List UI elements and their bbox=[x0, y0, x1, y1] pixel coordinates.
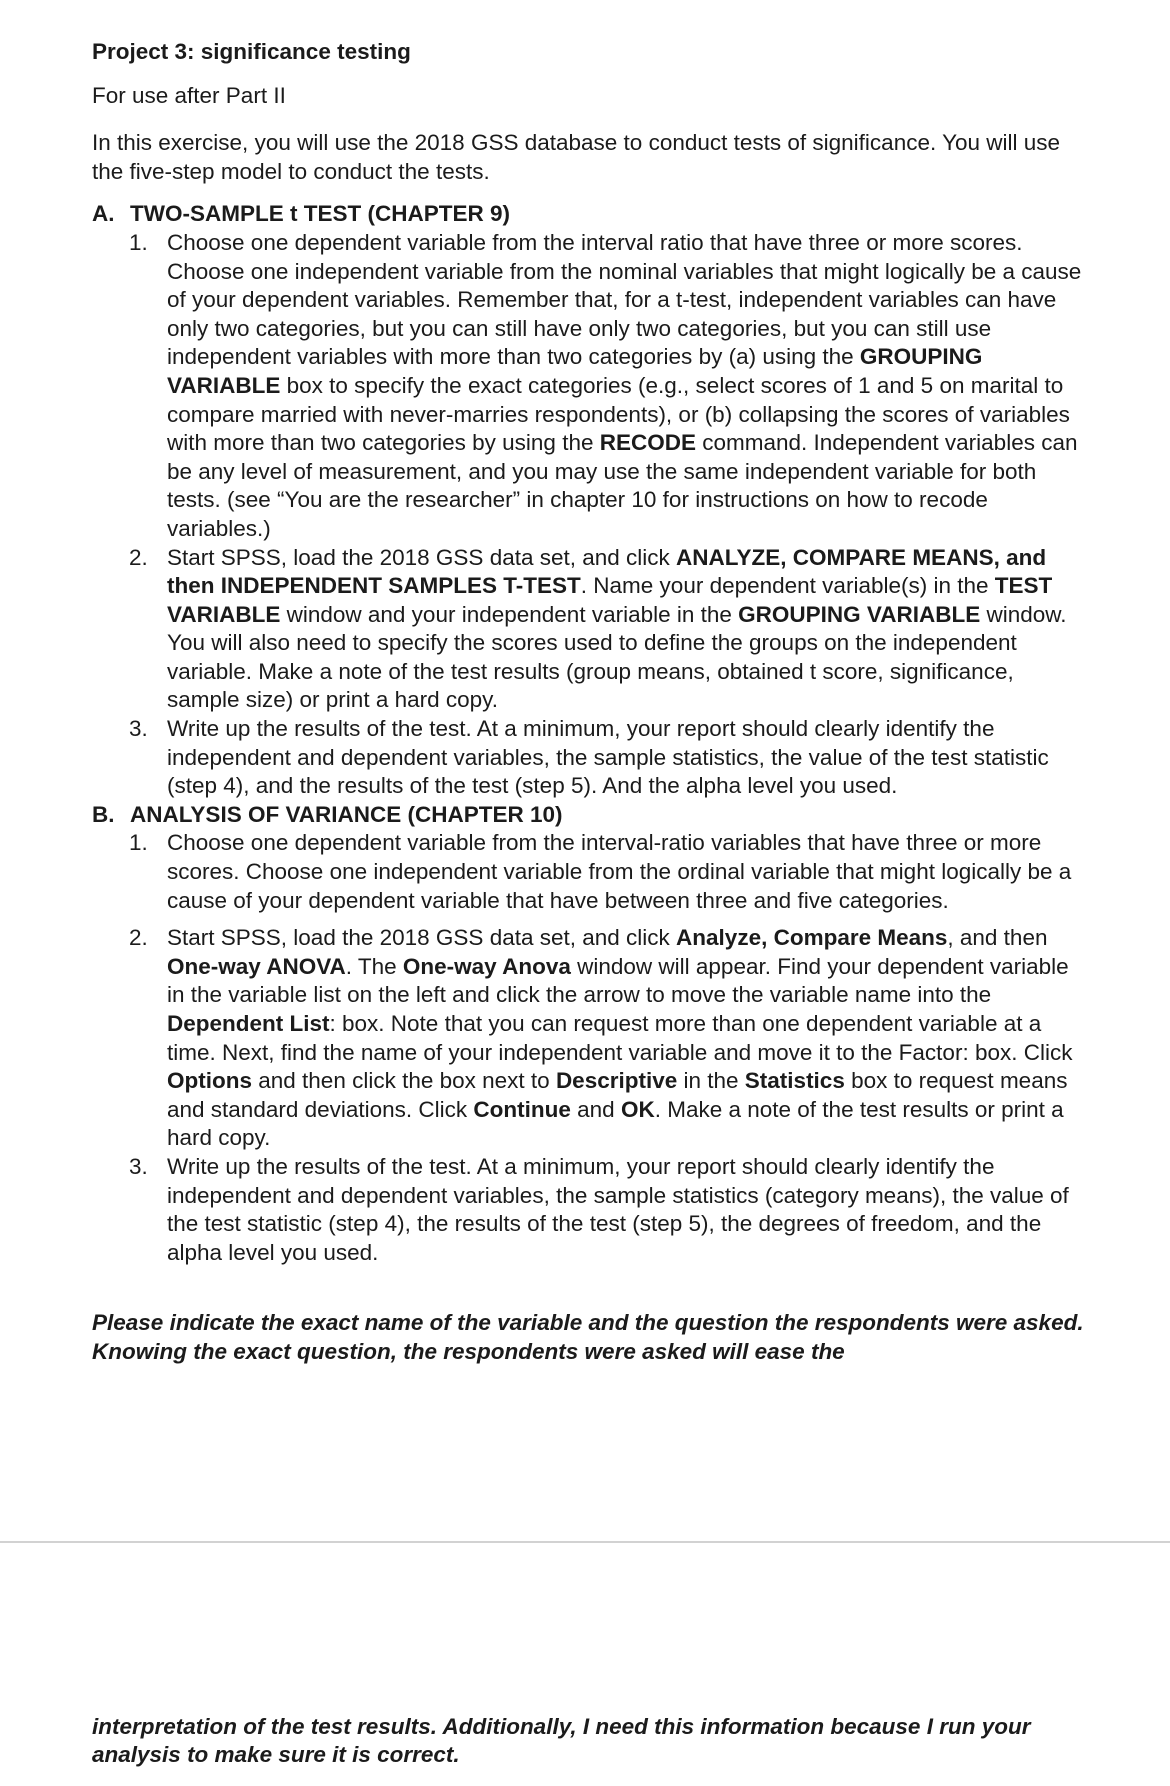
list-item-text bbox=[167, 829, 1092, 915]
instruction-note-part1: Please indicate the exact name of the variable and the question the respondents were asked. Knowing the exact question, the respondents were asked will ease the bbox=[92, 1310, 1084, 1364]
list-item-text bbox=[167, 1153, 1092, 1267]
section-letter: B. bbox=[92, 801, 115, 827]
section-letter: A. bbox=[92, 201, 115, 227]
list-item-text bbox=[167, 715, 1092, 801]
section-item-list bbox=[92, 829, 1092, 1267]
text-run: window will appear. Find your dependent variable in the variable list on the left and click the arrow to move the variable name into the bbox=[167, 953, 1069, 1008]
text-run: Write up the results of the test. At a minimum, your report should clearly identify the independent and dependent variables, the sample statistics (category means), the value of the test statistic (step 4), the results of the test (step 5), the degrees of freedom, and the alpha level you used. bbox=[167, 1153, 1069, 1265]
list-item bbox=[129, 544, 1092, 716]
text-run: box to request means and standard deviations. Click bbox=[167, 1068, 1068, 1122]
text-run: Choose one dependent variable from the interval-ratio variables that have three or more scores. Choose one independent variable from the ordinal variable that might logically be a cause of your dependent variable that have between three and five categories. bbox=[167, 830, 1072, 913]
bold-term: Dependent List bbox=[167, 1011, 330, 1036]
bold-term: ANALYZE, COMPARE MEANS, and then INDEPENDENT SAMPLES T-TEST bbox=[167, 544, 1047, 599]
text-run: Start SPSS, load the 2018 GSS data set, and click bbox=[167, 925, 677, 951]
list-item-text bbox=[167, 924, 1092, 1153]
section-heading-text: TWO-SAMPLE t TEST (CHAPTER 9) bbox=[130, 201, 510, 227]
bold-term: One-way ANOVA bbox=[167, 953, 346, 979]
list-item bbox=[129, 229, 1092, 544]
document-subtitle: For use after Part II bbox=[92, 82, 286, 108]
bold-term: GROUPING VARIABLE bbox=[738, 601, 981, 627]
text-run: window and your independent variable in the bbox=[280, 601, 739, 627]
intro-paragraph: In this exercise, you will use the 2018 GSS database to conduct tests of significance. You will use the five-step model to conduct the tests. bbox=[92, 130, 1061, 184]
list-item-number: 1. bbox=[129, 229, 148, 255]
section-heading-text: ANALYSIS OF VARIANCE (CHAPTER 10) bbox=[130, 801, 563, 827]
list-item-number: 2. bbox=[129, 544, 148, 570]
list-item bbox=[129, 829, 1092, 915]
text-run: and bbox=[570, 1096, 621, 1122]
text-run: in the bbox=[677, 1068, 745, 1094]
instruction-note-part2: interpretation of the test results. Additionally, I need this information because I run your analysis to make sure it is correct. bbox=[92, 1713, 1031, 1768]
text-run: . Name your dependent variable(s) in the bbox=[580, 573, 995, 599]
list-item bbox=[129, 715, 1092, 801]
bold-term: Statistics bbox=[744, 1068, 845, 1094]
section-heading bbox=[92, 200, 1092, 229]
list-item-text bbox=[167, 544, 1092, 716]
bold-term: Options bbox=[167, 1068, 252, 1094]
text-run: : box. Note that you can request more than one dependent variable at a time. Next, find the name of your independent variable and move it to the Factor: box. Click bbox=[167, 1011, 1073, 1065]
list-item-number: 2. bbox=[129, 925, 148, 951]
list-item-text bbox=[167, 229, 1092, 544]
text-run: window. You will also need to specify the scores used to define the groups on the independent variable. Make a note of the test results (group means, obtained t score, significance, sample size) or print a hard copy. bbox=[167, 601, 1067, 713]
text-run: box to specify the exact categories (e.g., select scores of 1 and 5 on marital to compare married with never-marries respondents), or (b) collapsing the scores of variables with more than two categories by using the bbox=[167, 372, 1070, 456]
bold-term: OK bbox=[620, 1096, 655, 1122]
text-run: and then click the box next to bbox=[252, 1068, 556, 1094]
section-b bbox=[92, 801, 1092, 1268]
document-page bbox=[92, 38, 1092, 1367]
section-heading bbox=[92, 801, 1092, 830]
text-run: command. Independent variables can be any level of measurement, and you may use the same independent variable for both tests. (see “You are the researcher” in chapter 10 for instructions on how to recode variables.) bbox=[167, 430, 1078, 541]
text-run: . Make a note of the test results or print a hard copy. bbox=[167, 1096, 1064, 1151]
section-a bbox=[92, 200, 1092, 800]
section-item-list bbox=[92, 229, 1092, 801]
bold-term: RECODE bbox=[599, 430, 696, 456]
document-title: Project 3: significance testing bbox=[92, 39, 411, 64]
page-divider bbox=[0, 1541, 1170, 1543]
sections-container bbox=[92, 200, 1092, 1267]
list-item-number: 3. bbox=[129, 1153, 148, 1179]
text-run: Write up the results of the test. At a minimum, your report should clearly identify the independent and dependent variables, the sample statistics, the value of the test statistic (step 4), and the results of the test (step 5). And the alpha level you used. bbox=[167, 716, 1049, 799]
bold-term: Descriptive bbox=[555, 1068, 678, 1094]
bold-term: GROUPING VARIABLE bbox=[167, 344, 983, 398]
bold-term: One-way Anova bbox=[402, 953, 571, 979]
list-item bbox=[129, 1153, 1092, 1267]
text-run: Start SPSS, load the 2018 GSS data set, and click bbox=[167, 544, 677, 570]
text-run: . The bbox=[345, 953, 403, 979]
bold-term: TEST VARIABLE bbox=[167, 573, 1053, 627]
list-item-number: 1. bbox=[129, 830, 148, 856]
text-run: , and then bbox=[947, 925, 1048, 951]
text-run: Choose one dependent variable from the interval ratio that have three or more scores. Choose one independent variable from the nominal variables that might logically be a cause of your dependent variables. Remember that, for a t-test, independent variables can have only two categories, but you can still have only two categories, but you can still use independent variables with more than two categories by (a) using the bbox=[167, 229, 1082, 370]
bold-term: Analyze, Compare Means bbox=[676, 925, 948, 951]
list-item-number: 3. bbox=[129, 716, 148, 742]
bold-term: Continue bbox=[473, 1096, 571, 1122]
list-item bbox=[129, 924, 1092, 1153]
